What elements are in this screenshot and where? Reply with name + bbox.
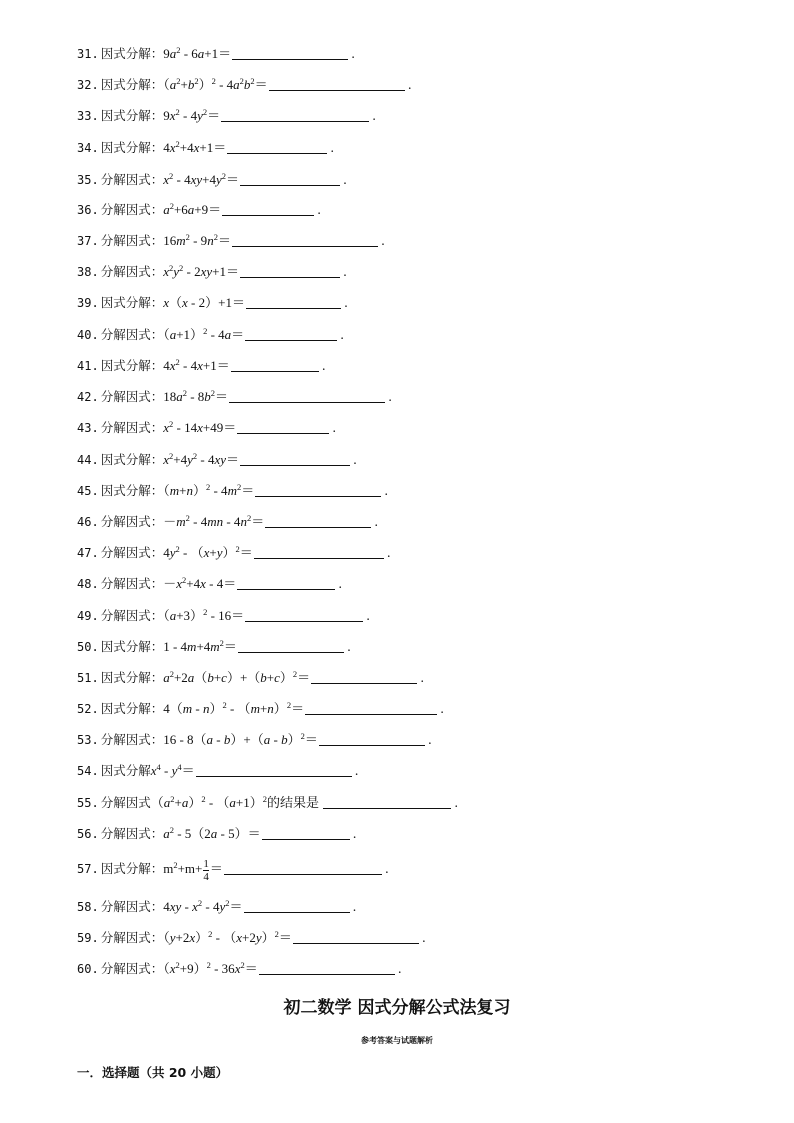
problem-expression: $(y+2x)^2 - (x+2y)^2=$ — [163, 929, 292, 945]
answer-blank[interactable] — [232, 232, 378, 247]
problem-number: 52. — [77, 702, 99, 716]
answer-blank[interactable] — [255, 482, 381, 497]
period-mark: . — [332, 420, 337, 435]
answer-blank[interactable] — [221, 107, 369, 122]
problem-instruction: 因式分解： — [100, 358, 164, 373]
problem-instruction: 因式分解： — [100, 46, 164, 61]
problem-item — [77, 325, 344, 345]
problem-instruction: 因式分解： — [100, 861, 164, 877]
period-mark: . — [321, 358, 326, 373]
problem-expression: $18a^2 - 8b^2=$ — [163, 388, 229, 404]
problem-number: 38. — [77, 265, 99, 279]
problem-item — [77, 106, 376, 126]
problem-number: 44. — [77, 453, 99, 467]
period-mark: . — [440, 701, 445, 716]
problem-expression: $(a+3)^2 - 16=$ — [163, 607, 245, 623]
problem-expression: $4x^2 - 4x+1=$ — [163, 357, 230, 373]
problem-item — [77, 418, 336, 438]
problem-expression: $(m+n)^2 - 4m^2=$ — [163, 482, 255, 498]
section-heading: 一．选择题（共 20 小题） — [77, 1065, 229, 1080]
answer-blank[interactable] — [238, 638, 344, 653]
problem-item — [77, 959, 402, 979]
problem-expression: $-m^2 - 4mn - 4n^2=$ — [163, 513, 265, 529]
problem-number: 41. — [77, 359, 99, 373]
answer-blank[interactable] — [323, 794, 451, 809]
period-mark: . — [384, 483, 389, 498]
problem-number: 45. — [77, 484, 99, 498]
period-mark: . — [421, 930, 426, 945]
problem-instruction: 分解因式： — [100, 826, 164, 841]
answer-blank[interactable] — [196, 762, 352, 777]
problem-item — [77, 637, 351, 657]
problem-instruction: 因式分解： — [100, 670, 164, 685]
answer-blank[interactable] — [244, 898, 350, 913]
problem-expression: $x^2 - 4xy+4y^2=$ — [163, 171, 240, 187]
problem-instruction: 分解因式： — [100, 608, 164, 623]
period-mark: . — [427, 732, 432, 747]
answer-blank[interactable] — [237, 575, 335, 590]
answer-blank[interactable] — [240, 451, 350, 466]
problem-expression: $m^2+m+$ $\frac{1}{4}$ ＝ — [163, 858, 223, 883]
answer-blank[interactable] — [269, 76, 405, 91]
problem-instruction: 分解因式： — [100, 545, 164, 560]
problem-instruction: 分解因式： — [100, 961, 164, 976]
problem-number: 53. — [77, 733, 99, 747]
problem-item — [77, 543, 391, 563]
period-mark: . — [374, 514, 379, 529]
problem-instruction: 分解因式： — [100, 732, 164, 747]
period-mark: . — [380, 233, 385, 248]
answer-blank[interactable] — [227, 139, 327, 154]
answer-blank[interactable] — [237, 419, 329, 434]
problem-item — [77, 200, 321, 220]
problem-instruction: 因式分解 — [100, 763, 151, 778]
problem-expression: $x^2 - 14x+49=$ — [163, 419, 237, 435]
problem-number: 39. — [77, 296, 99, 310]
problem-number: 46. — [77, 515, 99, 529]
problem-item — [77, 356, 326, 376]
answer-blank[interactable] — [262, 825, 350, 840]
answer-blank[interactable] — [224, 860, 382, 875]
problem-item — [77, 262, 347, 282]
period-mark: . — [407, 77, 412, 92]
problem-expression: $(a^2+b^2)^2 - 4a^2b^2=$ — [163, 76, 268, 92]
problem-number: 48. — [77, 577, 99, 591]
problem-item — [77, 606, 370, 626]
answer-blank[interactable] — [240, 171, 340, 186]
problem-item — [77, 293, 348, 313]
problem-number: 59. — [77, 931, 99, 945]
problem-item — [77, 170, 347, 190]
problem-number: 58. — [77, 900, 99, 914]
period-mark: . — [384, 861, 389, 877]
problem-number: 40. — [77, 328, 99, 342]
period-mark: . — [354, 763, 359, 778]
answer-blank[interactable] — [229, 388, 385, 403]
problem-instruction: 因式分解： — [100, 140, 164, 155]
problem-instruction: 分解因式： — [100, 576, 164, 591]
answer-blank[interactable] — [246, 294, 341, 309]
problem-instruction: 分解因式： — [100, 327, 164, 342]
period-mark: . — [351, 46, 356, 61]
problem-instruction: 因式分解： — [100, 639, 164, 654]
period-mark: . — [353, 452, 357, 467]
problem-number: 47. — [77, 546, 99, 560]
answer-blank[interactable] — [305, 700, 437, 715]
problem-instruction: 分解因式： — [100, 233, 164, 248]
period-mark: . — [454, 795, 459, 810]
problem-instruction: 因式分解： — [100, 483, 164, 498]
problem-expression: $a^2+6a+9=$ — [163, 201, 222, 217]
problem-instruction: 分解因式 — [100, 795, 151, 810]
problem-number: 56. — [77, 827, 99, 841]
problem-expression: $4y^2 - (x+y)^2=$ — [163, 544, 253, 560]
problem-item — [77, 761, 359, 781]
period-mark: . — [317, 202, 322, 217]
problem-number: 34. — [77, 141, 99, 155]
problem-item — [77, 75, 412, 95]
answer-blank[interactable] — [240, 263, 340, 278]
problem-instruction: 因式分解： — [100, 452, 164, 467]
period-mark: . — [366, 608, 371, 623]
answer-blank[interactable] — [311, 669, 417, 684]
period-mark: . — [346, 639, 351, 654]
problem-expression: $x^2+4y^2 - 4xy=$ — [163, 451, 240, 467]
problem-number: 33. — [77, 109, 99, 123]
problem-expression: $4x^2+4x+1=$ — [163, 139, 227, 155]
problem-number: 54. — [77, 764, 99, 778]
period-mark: . — [330, 140, 335, 155]
problem-instruction: 分解因式： — [100, 389, 164, 404]
problem-item — [77, 574, 342, 594]
problem-expression: $9x^2 - 4y^2=$ — [163, 107, 221, 123]
problem-expression: $16m^2 - 9n^2=$ — [163, 232, 231, 248]
period-mark: . — [352, 826, 357, 841]
answer-blank[interactable] — [319, 731, 425, 746]
problem-item — [77, 730, 432, 750]
problem-number: 32. — [77, 78, 99, 92]
problem-item — [77, 858, 389, 883]
problem-number: 57. — [77, 862, 99, 877]
problem-item — [77, 897, 357, 917]
problem-item — [77, 138, 334, 158]
problem-item — [77, 668, 424, 688]
problem-expression: $(a^2+a)^2 - (a+1)^2$的结果是 — [150, 794, 323, 810]
problem-expression: $-x^2+4x - 4=$ — [163, 575, 237, 591]
period-mark: . — [343, 172, 347, 187]
problem-expression: $a^2+2a(b+c)+(b+c)^2=$ — [163, 669, 311, 685]
problem-instruction: 分解因式： — [100, 420, 164, 435]
problem-number: 42. — [77, 390, 99, 404]
problem-instruction: 分解因式： — [100, 930, 164, 945]
problem-item — [77, 793, 458, 813]
problem-number: 49. — [77, 609, 99, 623]
problem-item — [77, 481, 388, 501]
problem-item — [77, 512, 378, 532]
period-mark: . — [352, 899, 357, 914]
problem-expression: $x^2y^2 - 2xy+1=$ — [163, 263, 239, 279]
problem-instruction: 因式分解： — [100, 701, 164, 716]
problem-item — [77, 928, 426, 948]
problem-item — [77, 44, 355, 64]
answer-blank[interactable] — [222, 201, 314, 216]
problem-number: 31. — [77, 47, 99, 61]
problem-expression: x（x - 2）+1＝ — [163, 295, 245, 310]
period-mark: . — [388, 389, 393, 404]
problem-expression: $(x^2+9)^2 - 36x^2=$ — [163, 960, 258, 976]
answer-blank[interactable] — [254, 544, 384, 559]
answer-section-subtitle: 参考答案与试题解析 — [361, 1036, 433, 1045]
problem-instruction: 分解因式： — [100, 899, 164, 914]
answer-section-title: 初二数学 因式分解公式法复习 — [283, 998, 511, 1018]
problem-number: 35. — [77, 173, 99, 187]
problem-expression: $x^4 - y^4=$ — [150, 762, 195, 778]
problem-number: 50. — [77, 640, 99, 654]
problem-instruction: 因式分解： — [100, 295, 164, 310]
period-mark: . — [420, 670, 425, 685]
problem-expression: $1 - 4m+4m^2=$ — [163, 638, 237, 654]
problem-expression: $(a+1)^2 - 4a=$ — [163, 326, 245, 342]
problem-instruction: 分解因式： — [100, 202, 164, 217]
answer-blank[interactable] — [259, 960, 395, 975]
period-mark: . — [397, 961, 402, 976]
period-mark: . — [372, 108, 377, 123]
answer-blank[interactable] — [265, 513, 371, 528]
answer-blank[interactable] — [245, 326, 337, 341]
problem-item — [77, 824, 357, 844]
problem-number: 43. — [77, 421, 99, 435]
problem-number: 51. — [77, 671, 99, 685]
problem-instruction: 分解因式： — [100, 172, 164, 187]
problem-number: 60. — [77, 962, 99, 976]
problem-instruction: 分解因式： — [100, 514, 164, 529]
problem-instruction: 分解因式： — [100, 264, 164, 279]
period-mark: . — [343, 264, 347, 279]
period-mark: . — [386, 545, 391, 560]
problem-item — [77, 387, 392, 407]
problem-number: 55. — [77, 796, 99, 810]
answer-blank[interactable] — [232, 45, 348, 60]
answer-blank[interactable] — [231, 357, 319, 372]
problem-expression: 16 - 8（a - b）+（a - b）$^2$＝ — [163, 731, 318, 747]
problem-item — [77, 231, 385, 251]
problem-number: 37. — [77, 234, 99, 248]
problem-instruction: 因式分解： — [100, 108, 164, 123]
problem-expression: $9a^2 - 6a+1=$ — [163, 45, 232, 61]
answer-blank[interactable] — [245, 607, 363, 622]
answer-blank[interactable] — [293, 929, 419, 944]
period-mark: . — [343, 295, 348, 310]
problem-expression: $4xy - x^2 - 4y^2=$ — [163, 898, 243, 914]
period-mark: . — [340, 327, 345, 342]
problem-expression: $a^2 - 5(2a - 5)=$ — [163, 825, 261, 841]
problem-item — [77, 699, 444, 719]
problem-number: 36. — [77, 203, 99, 217]
problem-item — [77, 450, 357, 470]
problem-instruction: 因式分解： — [100, 77, 164, 92]
period-mark: . — [338, 576, 343, 591]
problem-expression: $4(m - n)^2 - (m+n)^2=$ — [163, 700, 305, 716]
